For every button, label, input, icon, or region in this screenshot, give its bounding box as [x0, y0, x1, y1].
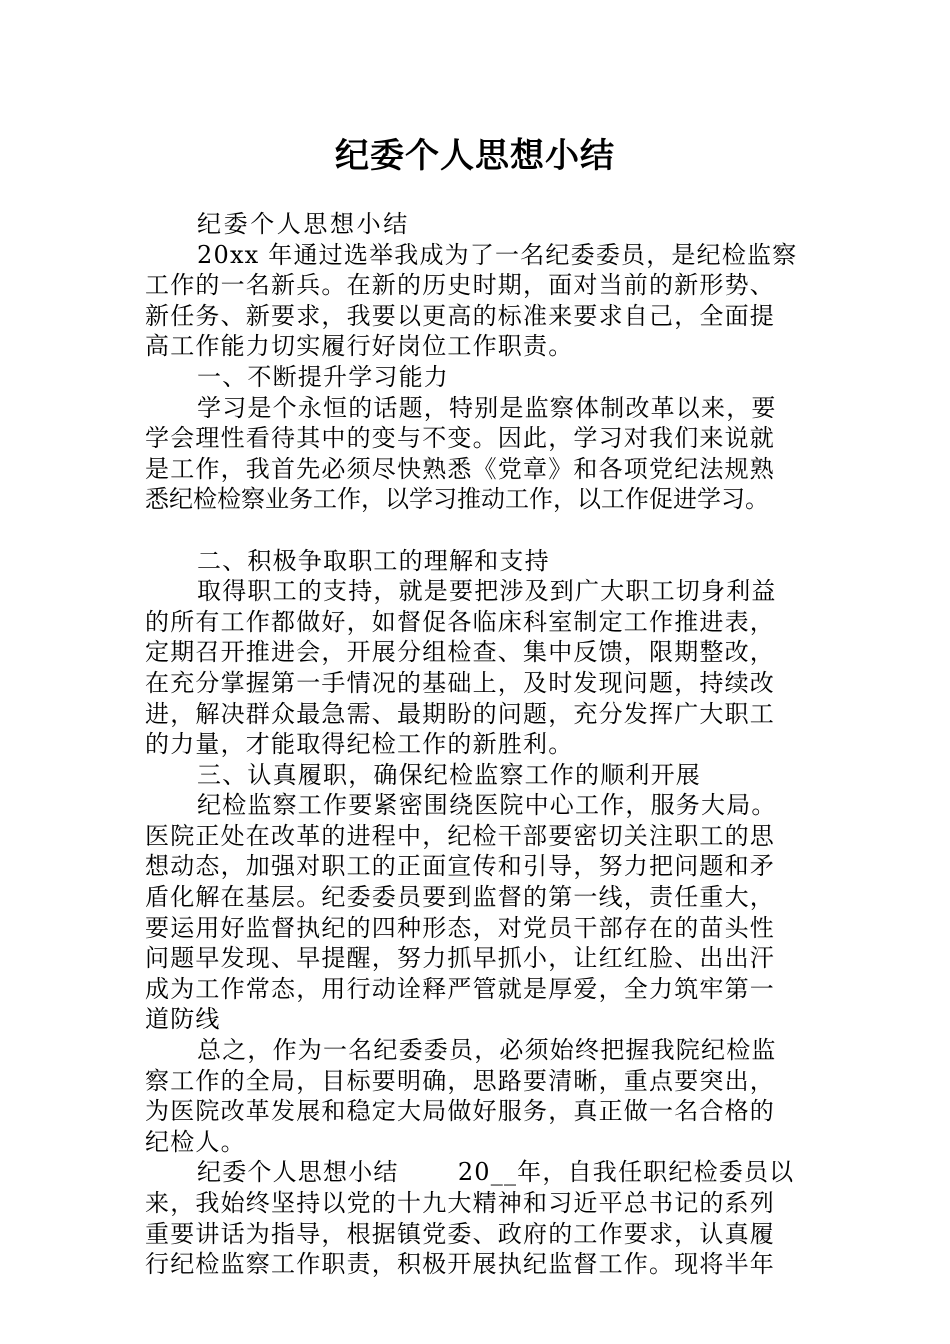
- document-title: 纪委个人思想小结: [335, 136, 615, 176]
- paragraph-line: 纪检人。: [145, 1127, 246, 1156]
- paragraph-line: 重要讲话为指导，根据镇党委、政府的工作要求，认真履: [145, 1219, 775, 1248]
- paragraph-line: 察工作的全局，目标要明确，思路要清晰，重点要突出，: [145, 1066, 775, 1095]
- paragraph-line: 的所有工作都做好，如督促各临床科室制定工作推进表，: [145, 607, 775, 636]
- paragraph-line: 来，我始终坚持以党的十九大精神和习近平总书记的系列: [145, 1189, 775, 1217]
- heading-line: 纪委个人思想小结: [197, 210, 410, 238]
- paragraph-line: 学会理性看待其中的变与不变。因此，学习对我们来说就: [145, 424, 775, 453]
- paragraph-line: 总之，作为一名纪委委员，必须始终把握我院纪检监: [197, 1036, 777, 1065]
- paragraph-line: 进，解决群众最急需、最期盼的问题，充分发挥广大职工: [145, 699, 775, 728]
- paragraph-line: 盾化解在基层。纪委委员要到监督的第一线，责任重大，: [145, 883, 775, 912]
- paragraph-line: 在充分掌握第一手情况的基础上，及时发现问题，持续改: [145, 668, 775, 697]
- paragraph-line: 新任务、新要求，我要以更高的标准来要求自己，全面提: [145, 301, 775, 330]
- paragraph-line: 要运用好监督执纪的四种形态，对党员干部存在的苗头性: [145, 913, 775, 942]
- section-heading-2: 二、积极争取职工的理解和支持: [197, 546, 550, 575]
- blank-line: [145, 515, 790, 546]
- paragraph-line: 取得职工的支持，就是要把涉及到广大职工切身利益: [197, 577, 777, 606]
- paragraph-line: 问题早发现、早提醒，努力抓早抓小，让红红脸、出出汗: [145, 944, 775, 973]
- paragraph-line: 悉纪检检察业务工作，以学习推动工作，以工作促进学习。: [145, 485, 769, 514]
- paragraph-line: 纪检监察工作要紧密围绕医院中心工作，服务大局。: [197, 791, 777, 820]
- paragraph-line: 为医院改革发展和稳定大局做好服务，真正做一名合格的: [145, 1097, 775, 1126]
- paragraph-line: 学习是个永恒的话题，特别是监察体制改革以来，要: [197, 393, 777, 422]
- paragraph-line: 想动态，加强对职工的正面宣传和引导，努力把问题和矛: [145, 852, 775, 881]
- paragraph-line: 定期召开推进会，开展分组检查、集中反馈，限期整改，: [145, 638, 775, 667]
- paragraph-line: 高工作能力切实履行好岗位工作职责。: [145, 332, 574, 361]
- paragraph-line: 20xx 年通过选举我成为了一名纪委委员，是纪检监察: [197, 240, 798, 269]
- paragraph-line: 的力量，才能取得纪检工作的新胜利。: [145, 730, 574, 759]
- paragraph-line: 行纪检监察工作职责，积极开展执纪监督工作。现将半年: [145, 1250, 775, 1279]
- paragraph-line: 纪委个人思想小结 20__年，自我任职纪检委员以: [197, 1158, 795, 1187]
- paragraph-line: 成为工作常态，用行动诠释严管就是厚爱，全力筑牢第一: [145, 974, 775, 1003]
- section-heading-3: 三、认真履职，确保纪检监察工作的顺利开展: [197, 760, 701, 789]
- paragraph-line: 是工作，我首先必须尽快熟悉《党章》和各项党纪法规熟: [145, 454, 775, 483]
- paragraph-line: 工作的一名新兵。在新的历史时期，面对当前的新形势、: [145, 271, 775, 300]
- document-body: [145, 209, 798, 1280]
- paragraph-line: 道防线: [145, 1005, 221, 1034]
- section-heading-1: 一、不断提升学习能力: [197, 362, 449, 391]
- paragraph-line: 医院正处在改革的进程中，纪检干部要密切关注职工的思: [145, 821, 775, 850]
